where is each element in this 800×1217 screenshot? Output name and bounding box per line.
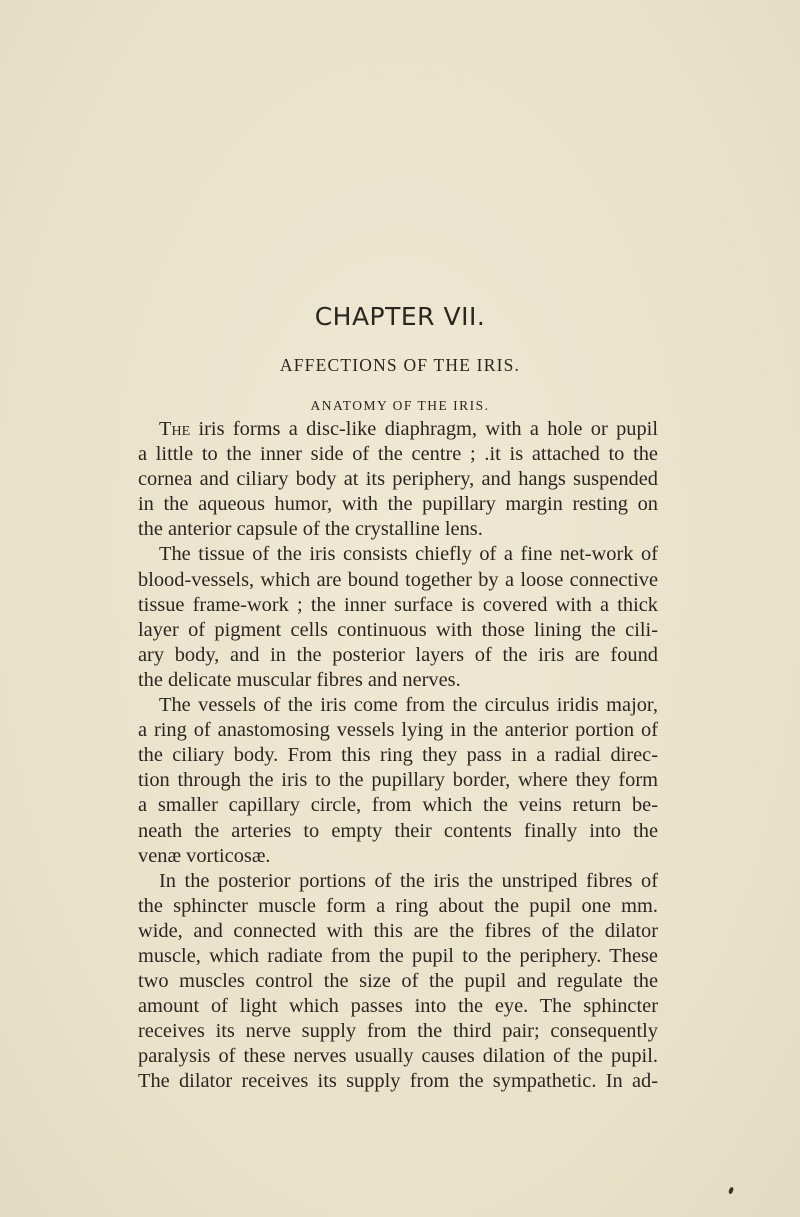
text-line: tissue frame-work ; the inner surface is covered with a thick bbox=[138, 593, 658, 616]
text-line: The tissue of the iris consists chiefly of a fine net-work of bbox=[159, 543, 658, 566]
body-text bbox=[138, 417, 658, 1095]
text-line: a little to the inner side of the centre ; .it is attached to the bbox=[138, 443, 658, 466]
text-line: ary body, and in the posterior layers of the iris are found bbox=[138, 643, 658, 666]
text-line: wide, and connected with this are the fibres of the dilator bbox=[138, 919, 658, 942]
text-line: in the aqueous humor, with the pupillary margin resting on bbox=[138, 493, 658, 516]
text-line: the ciliary body. From this ring they pass in a radial direc- bbox=[138, 744, 658, 767]
text-line bbox=[138, 417, 658, 442]
drop-lead-word: The bbox=[159, 418, 191, 440]
text-line: layer of pigment cells continuous with those lining the cili- bbox=[138, 618, 658, 641]
text-line: The dilator receives its supply from the sympathetic. In ad- bbox=[138, 1070, 658, 1093]
section-title: ANATOMY OF THE IRIS. bbox=[310, 398, 490, 413]
text-line: cornea and ciliary body at its periphery, and hangs suspended bbox=[138, 468, 658, 491]
text-line: the sphincter muscle form a ring about the pupil one mm. bbox=[138, 894, 658, 917]
text-line: amount of light which passes into the eye. The sphincter bbox=[138, 995, 658, 1018]
text-line: receives its nerve supply from the third pair; consequently bbox=[138, 1020, 658, 1043]
text-line: the delicate muscular fibres and nerves. bbox=[138, 668, 461, 691]
text-line: neath the arteries to empty their contents finally into the bbox=[138, 819, 658, 842]
text-line: two muscles control the size of the pupil and regulate the bbox=[138, 970, 658, 993]
text-line: a ring of anastomosing vessels lying in the anterior portion of bbox=[138, 719, 658, 742]
text-line: paralysis of these nerves usually causes dilation of the pupil. bbox=[138, 1045, 658, 1068]
chapter-heading: CHAPTER VII. bbox=[314, 302, 486, 331]
text-line: tion through the iris to the pupillary border, where they form bbox=[138, 769, 658, 792]
text-line: blood-vessels, which are bound together by a loose connective bbox=[138, 568, 658, 591]
text-line: venæ vorticosæ. bbox=[138, 844, 271, 867]
ink-speck bbox=[728, 1186, 735, 1194]
text-line: the anterior capsule of the crystalline lens. bbox=[138, 518, 483, 541]
text-line: In the posterior portions of the iris the unstriped fibres of bbox=[159, 869, 658, 892]
text-line: The vessels of the iris come from the circulus iridis major, bbox=[159, 694, 658, 717]
text-line: a smaller capillary circle, from which the veins return be- bbox=[138, 794, 658, 817]
text-line-content: iris forms a disc-like diaphragm, with a hole or pupil bbox=[190, 418, 658, 440]
text-line: muscle, which radiate from the pupil to the periphery. These bbox=[138, 944, 658, 967]
chapter-title: AFFECTIONS OF THE IRIS. bbox=[279, 355, 521, 375]
